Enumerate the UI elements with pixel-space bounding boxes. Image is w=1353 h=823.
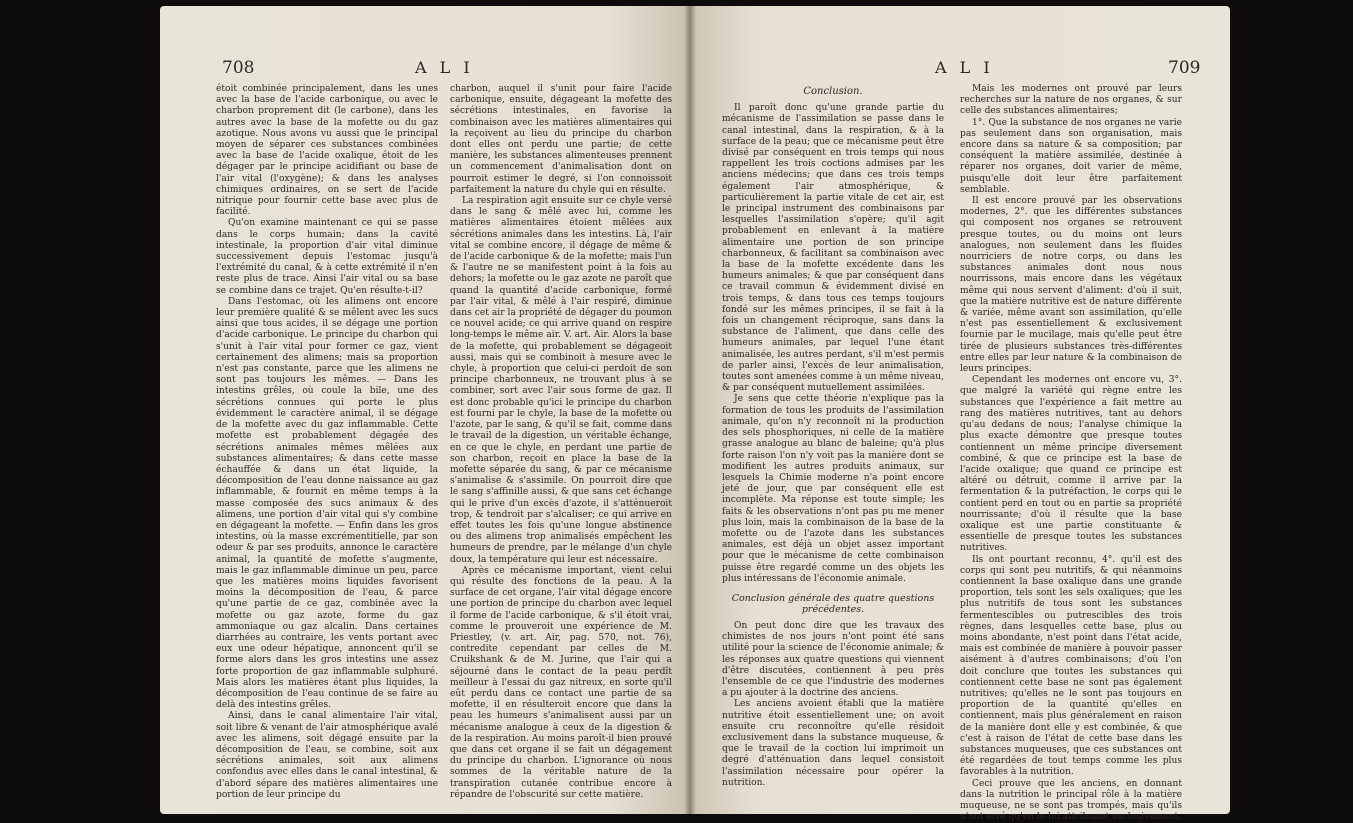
paragraph: étoit combinée principalement, dans les unes avec la base de l'acide carbonique, ou avec le charbon proprement dit (le carbone), dans les autres avec la base de la mofette ou du gaz azotique. Nous avons vu aussi que le principal moyen de séparer ces substances combinées avec la base de l'acide oxalique, étoit de les dégager par le principe acidifiant ou base de l'air vital (l'oxygène); & dans les analyses chimiques ordinaires, on se sert de l'acide nitrique pour fournir cette base avec plus de facilité. [216, 84, 438, 218]
book-spread [160, 6, 1230, 823]
paragraph: Il paroît donc qu'une grande partie du mécanisme de l'assimilation se passe dans le canal intestinal, dans la respiration, & à la surface de la peau; que ce mécanisme peut être divisé par conséquent en trois temps qui nous rappellent les trois coctions admises par les anciens médecins; que dans ces trois temps également l'air atmosphérique, & particulièrement la partie vitale de cet air, est le principal instrument des combinaisons par lesquelles l'assimilation s'opère; qu'il agit probablement en enlevant à la matière alimentaire une portion de son principe charbonneux, & facilitant sa combinaison avec la base de la mofette excédente dans les humeurs animales; & que par conséquent dans ce travail commun & évidemment divisé en trois temps, & dans tous ces temps toujours fondé sur les mêmes principes, il se fait à la fois un changement réciproque, sans dans la substance de l'aliment, que dans celle des humeurs animales, par lequel l'une étant animalisée, les autres perdant, s'il m'est permis de parler ainsi, l'excès de leur animalisation, toutes sont amenées comme à un même niveau, & par conséquent mutuellement assimilées. [722, 103, 944, 394]
text-column-2 [450, 84, 672, 801]
text-column-1 [216, 84, 438, 801]
paragraph: charbon, auquel il s'unit pour faire l'acide carbonique, ensuite, dégageant la mofette des sécrétions intestinales, en favorise la combinaison avec les matières alimentaires qui la reçoivent au lieu du principe du charbon dont elles ont perdu une partie; de cette manière, les substances alimenteuses prennent un commencement d'animalisation dont on pourroit estimer le degré, si l'on connoissoit parfaitement la nature du chyle qui en résulte. [450, 84, 672, 195]
paragraph: Mais les modernes ont prouvé par leurs recherches sur la nature de nos organes, & sur celle des substances alimentaires; [960, 84, 1182, 117]
paragraph: Qu'on examine maintenant ce qui se passe dans le corps humain; dans la cavité intestinale, la proportion d'air vital diminue successivement depuis l'estomac jusqu'à l'extrémité du canal, & à cette extrémité il n'en reste plus de trace. Ainsi l'air vital ou sa base se combine dans ce trajet. Qu'en résulte-t-il? [216, 218, 438, 296]
paragraph: Ceci prouve que les anciens, en donnant dans la nutrition le principal rôle à la matière muqueuse, ne se sont pas trompés, mais qu'ils n'ont erré qu'en le lui attribuant exclusivement. [960, 778, 1182, 823]
section-heading: Conclusion. [803, 86, 863, 97]
paragraph: Dans l'estomac, où les alimens ont encore leur première qualité & se mêlent avec les sucs ainsi que tous acides, il se dégage une portion d'acide carbonique. Le principe du charbon qui s'unit à l'air vital pour former ce gaz, vient certainement des alimens; mais sa proportion n'est pas constante, parce que les alimens ne sont pas toujours les mêmes. — Dans les intestins grêles, où coule la bile, une des sécrétions connues qui porte le plus évidemment le caractère animal, il se dégage de la mofette avec du gaz inflammable. Cette mofette est probablement dégagée des sécrétions animales mêmes mêlées aux substances alimentaires; & dans cette masse échauffée & dans un état liquide, la décomposition de l'eau donne naissance au gaz inflammable, & fournit en même temps à la masse composée des sucs animaux & des alimens, une portion d'air vital qui s'y combine en dégageant la mofette. — Enfin dans les gros intestins, où la masse excrémentitielle, par son odeur & par ses produits, annonce le caractère animal, la quantité de mofette s'augmente, mais le gaz inflammable diminue un peu, parce que les matières moins liquides favorisent moins la décomposition de l'eau, & parce qu'une partie de ce gaz, combinée avec la mofette ou gaz azote, forme du gaz ammoniaque ou gaz alcalin. Dans certaines diarrhées au contraire, les vents portant avec eux une odeur hépatique, annoncent qu'il se forme alors dans les gros intestins une assez forte proportion de gaz inflammable sulphuré. Mais alors les matières étant plus liquides, la décomposition de l'eau continue de se faire au delà des intestins grêles. [216, 296, 438, 711]
running-head: A L I [935, 58, 994, 77]
paragraph: On peut donc dire que les travaux des chimistes de nos jours n'ont point été sans utilité pour la science de l'économie animale; & les réponses aux quatre questions qui viennent d'être discutées, contiennent à peu près l'ensemble de ce que l'industrie des modernes a pu ajouter à la doctrine des anciens. [722, 620, 944, 699]
paragraph: Les anciens avoient établi que la matière nutritive étoit essentiellement une; on avoit ensuite cru reconnoître qu'elle résidoit exclusivement dans la substance muqueuse, & que le travail de la coction lui imprimoit un degré d'atténuation dans lequel consistoit l'assimilation nécessaire pour opérer la nutrition. [722, 699, 944, 788]
text-column-2 [960, 84, 1182, 823]
paragraph: La respiration agit ensuite sur ce chyle versé dans le sang & mêlé avec lui, comme les matières alimentaires étoient mêlées aux sécrétions animales dans les intestins. Là, l'air vital se combine encore, il dégage de même & de l'acide carbonique & de la mofette; mais l'un & l'autre ne se manifestent point à la fois au dehors; la mofette ou le gaz azote ne paroît que quand la quantité d'acide carbonique, formé par l'air vital, & mêlé à l'air respiré, diminue dans cet air la propriété de dégager du poumon ce nouvel acide; ce qui arrive quand on respire long-temps le même air. V. art. Air. Alors la base de la mofette, qui probablement se dégageoit aussi, mais qui se combinoit à mesure avec le chyle, à proportion que celui-ci perdoit de son principe charbonneux, ne trouvant plus à se combiner, sort avec l'air sous forme de gaz. Il est donc probable qu'ici le principe du charbon est fourni par le chyle, la base de la mofette ou l'azote, par le sang, & qu'il se fait, comme dans le travail de la digestion, un véritable échange, en ce que le chyle, en perdant une partie de son charbon, reçoit en place la base de la mofette séparée du sang, & par ce mécanisme s'animalise & s'assimile. On pourroit dire que le sang s'affinille aussi, & que sans cet échange qui le prive d'un excès d'azote, il s'atténueroit trop, & tendroit par s'alcaliser; ce qui arrive en effet toutes les fois qu'une longue abstinence ou des alimens trop animalisés empêchent les humeurs de prendre, par le mélange d'un chyle doux, la température qui leur est nécessaire. [450, 196, 672, 565]
section-heading: Conclusion générale des quatre questions précédentes. [731, 592, 935, 615]
paragraph: 1°. Que la substance de nos organes ne varie pas seulement dans son organisation, mais encore dans sa nature & sa composition; par conséquent la matière assimilée, destinée à réparer nos organes, doit varier de même, puisqu'elle doit leur être parfaitement semblable. [960, 117, 1182, 195]
left-page [160, 6, 690, 814]
running-head: A L I [415, 58, 474, 77]
book-gutter [684, 6, 696, 814]
paragraph: Ainsi, dans le canal alimentaire l'air vital, soit libre & venant de l'air atmosphérique avalé avec les alimens, soit dégagé ensuite par la décomposition de l'eau, se combine, soit aux sécrétions animales, soit aux alimens confondus avec elles dans le canal intestinal, & d'abord sépare des matières alimentaires une portion de leur principe du [216, 711, 438, 800]
paragraph: Il est encore prouvé par les observations modernes, 2°. que les différentes substances qui composent nos organes se retrouvent presque toutes, ou du moins ont leurs analogues, non seulement dans les fluides nourriciers de notre corps, ou dans les substances animales dont nous nous nourrissons, mais encore dans les végétaux même qui nous servent d'aliment: d'où il suit, que la matière nutritive est de nature différente & variée, même avant son assimilation, qu'elle n'est pas essentiellement & exclusivement fournie par le mucilage, mais qu'elle peut être tirée de plusieurs substances très-différentes entre elles par leur nature & la combinaison de leurs principes. [960, 196, 1182, 375]
right-page [690, 6, 1230, 823]
paragraph: Ils ont pourtant reconnu, 4°. qu'il est des corps qui sont peu nutritifs, & qui néanmoins contiennent la base oxalique dans une grande proportion, tels sont les sels oxaliques; que les plus nutritifs de tous sont les substances fermentescibles ou putrescibles des trois règnes, dans lesquelles cette base, plus ou moins abondante, n'est point dans l'état acide, mais est combinée de manière à pouvoir passer aisément à d'autres combinaisons; d'où l'on doit conclure que toutes les substances qui contiennent cette base ne sont pas également nutritives; qu'elles ne le sont pas toujours en proportion de la quantité qu'elles en contiennent, mais plus généralement en raison de la manière dont elle y est combinée, & que c'est à raison de l'état de cette base dans les substances muqueuses, que ces substances ont été regardées de tout temps comme les plus favorables à la nutrition. [960, 554, 1182, 778]
paragraph: Cependant les modernes ont encore vu, 3°. que malgré la variété qui règne entre les substances que l'expérience a fait mettre au rang des matières nutritives, tant au dehors qu'au dedans de nous; l'analyse chimique la plus exacte démontre que presque toutes contiennent un même principe diversement combiné, & que ce principe est la base de l'acide oxalique; que quand ce principe est altéré ou détruit, comme il arrive par la fermentation & la putréfaction, le corps qui le contient perd en tout ou en partie sa propriété nourrissante; d'où il résulte que la base oxalique est une partie constituante & essentielle de presque toutes les substances nutritives. [960, 375, 1182, 554]
page-number: 709 [1168, 58, 1201, 78]
paragraph: Après ce mécanisme important, vient celui qui résulte des fonctions de la peau. A la surface de cet organe, l'air vital dégage encore une portion de principe du charbon avec lequel il forme de l'acide carbonique, & s'il étoit vrai, comme le prouveroit une expérience de M. Priestley, (v. art. Air, pag. 570, not. 76), contredite cependant par celles de M. Cruikshank & de M. Jurine, que l'air qui a séjourné dans le contact de la peau perdît meilleur à l'essai du gaz nitreux, en sorte qu'il eût perdu dans ce contact une partie de sa mofette, il en résulteroit encore que dans la peau les humeurs s'animalisent aussi par un mécanisme analogue à ceux de la digestion & de la respiration. Au moins paroît-il bien prouvé que dans cet organe il se fait un dégagement du principe du charbon. L'ignorance où nous sommes de la véritable nature de la transpiration cutanée contribue encore à répandre de l'obscurité sur cette matière. [450, 565, 672, 800]
text-column-1 [722, 84, 944, 789]
paragraph: Je sens que cette théorie n'explique pas la formation de tous les produits de l'assimilation animale, qu'on n'y reconnoît ni la production des sels phosphoriques, ni celle de la matière grasse analogue au blanc de baleine; qu'à plus forte raison l'on n'y voit pas la manière dont se modifient les autres produits animaux, sur lesquels la Chimie moderne n'a point encore jeté de jour, que par conséquent elle est incomplète. Ma réponse est toute simple; les faits & les observations n'ont pas pu me mener plus loin, mais la combinaison de la base de la mofette ou de l'azote dans les substances animales, est déjà un objet assez important pour que le mécanisme de cette combinaison puisse être regardé comme un des objets les plus intéressans de l'économie animale. [722, 394, 944, 584]
page-number: 708 [222, 58, 255, 78]
